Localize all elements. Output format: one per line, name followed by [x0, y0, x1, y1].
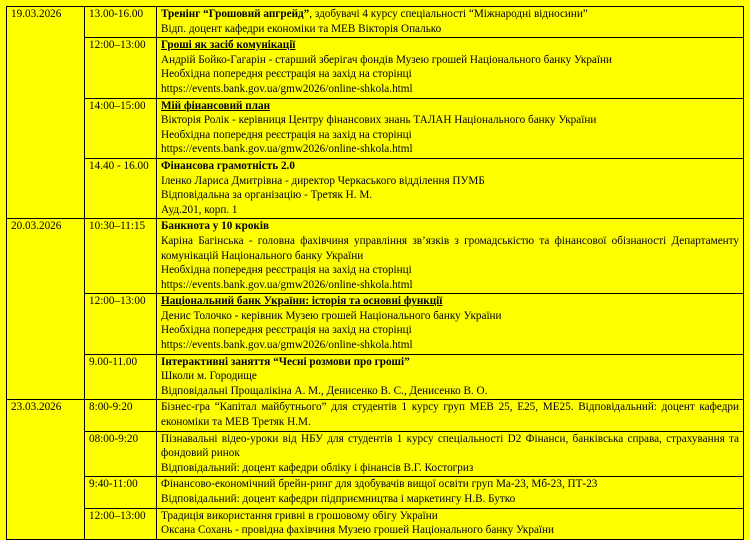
event-line — [161, 294, 739, 309]
event-text: Відп. доцент кафедри економіки та МЕВ Вікторія Опалько — [161, 22, 442, 35]
event-line — [161, 263, 739, 278]
time-cell: 9:40-11:00 — [85, 477, 157, 508]
event-line — [161, 38, 739, 53]
event-title: Гроші як засіб комунікації — [161, 39, 296, 52]
event-line — [161, 7, 739, 22]
time-cell: 8:00-9:20 — [85, 400, 157, 431]
schedule-row — [7, 508, 744, 539]
schedule-row — [7, 38, 744, 98]
event-title: Інтерактивні заняття “Чесні розмови про гроші” — [161, 355, 410, 368]
event-text: Пізнавальні відео-уроки від НБУ для студентів 1 курсу спеціальності D2 Фінанси, банківська справа, страхування та фондовий ринок — [161, 432, 739, 460]
schedule-table — [6, 6, 744, 540]
event-text: , здобувачі 4 курсу спеціальності “Міжнародні відносини” — [309, 8, 588, 20]
event-line — [161, 234, 739, 263]
event-description — [157, 38, 744, 98]
event-description — [157, 431, 744, 477]
event-line — [161, 142, 739, 157]
event-line — [161, 338, 739, 353]
time-cell: 12:00–13:00 — [85, 38, 157, 98]
event-text: Відповідальний: доцент кафедри обліку і фінансів В.Г. Костогриз — [161, 461, 474, 474]
event-line — [161, 355, 739, 370]
event-title: Мій фінансовий план — [161, 99, 271, 112]
time-cell: 14.40 - 16.00 — [85, 158, 157, 218]
event-text: Іленко Лариса Дмитрівна - директор Черкаського відділення ПУМБ — [161, 174, 485, 187]
schedule-body — [7, 7, 744, 540]
time-cell: 13.00-16.00 — [85, 7, 157, 38]
event-text: Ауд.201, корп. 1 — [161, 203, 238, 216]
event-text: Школи м. Городище — [161, 370, 257, 383]
event-line — [161, 128, 739, 143]
event-line — [161, 174, 739, 189]
event-text: Необхідна попередня реєстрація на захід на сторінці — [161, 128, 412, 141]
event-line — [161, 53, 739, 68]
event-text: Необхідна попередня реєстрація на захід на сторінці — [161, 68, 412, 81]
event-description — [157, 98, 744, 158]
time-cell: 9.00-11.00 — [85, 354, 157, 400]
event-text: https://events.bank.gov.ua/gmw2026/online-shkola.html — [161, 143, 413, 156]
date-cell: 23.03.2026 — [7, 400, 85, 539]
event-line — [161, 309, 739, 324]
event-line — [161, 369, 739, 384]
event-title: Тренінг “Грошовий апгрейд” — [161, 8, 310, 20]
event-line — [161, 461, 739, 476]
event-description — [157, 354, 744, 400]
event-text: Відповідальний: доцент кафедри підприємництва і маркетингу Н.В. Бутко — [161, 493, 516, 505]
schedule-row — [7, 294, 744, 354]
event-text: Вікторія Ролік - керівниця Центру фінансових знань ТАЛАН Національного банку України — [161, 114, 597, 127]
event-description — [157, 294, 744, 354]
time-cell: 12:00–13:00 — [85, 508, 157, 539]
event-description — [157, 7, 744, 38]
event-description — [157, 477, 744, 508]
event-line — [161, 99, 739, 114]
event-line — [161, 219, 739, 234]
event-description — [157, 400, 744, 431]
schedule-row — [7, 158, 744, 218]
time-cell: 14:00–15:00 — [85, 98, 157, 158]
event-line — [161, 509, 739, 524]
event-line — [161, 203, 739, 218]
event-line — [161, 82, 739, 97]
event-text: Андрій Бойко-Гагарін - старший зберігач фондів Музею грошей Національного банку України — [161, 53, 612, 66]
schedule-row — [7, 219, 744, 294]
event-line — [161, 523, 739, 538]
event-line — [161, 113, 739, 128]
event-text: Каріна Багінська - головна фахівчиня управління зв’язків з громадськістю та фінансової обізнаності Департаменту комунікацій Національного банку України — [161, 234, 739, 262]
schedule-row — [7, 431, 744, 477]
schedule-row — [7, 7, 744, 38]
time-cell: 12:00–13:00 — [85, 294, 157, 354]
event-description — [157, 158, 744, 218]
date-cell: 20.03.2026 — [7, 219, 85, 400]
event-line — [161, 278, 739, 293]
schedule-row — [7, 354, 744, 400]
schedule-row — [7, 477, 744, 508]
event-line — [161, 432, 739, 461]
event-line — [161, 477, 739, 492]
event-line — [161, 400, 739, 429]
event-description — [157, 219, 744, 294]
event-text: https://events.bank.gov.ua/gmw2026/online-shkola.html — [161, 278, 413, 291]
event-text: Денис Толочко - керівник Музею грошей Національного банку України — [161, 309, 502, 322]
event-text: Оксана Сохань - провідна фахівчиня Музею грошей Національного банку України — [161, 524, 554, 537]
time-cell: 08:00-9:20 — [85, 431, 157, 477]
event-text: Необхідна попередня реєстрація на захід на сторінці — [161, 324, 412, 337]
schedule-row — [7, 400, 744, 431]
event-title: Банкнота у 10 кроків — [161, 220, 270, 233]
event-line — [161, 159, 739, 174]
event-text: https://events.bank.gov.ua/gmw2026/online-shkola.html — [161, 339, 413, 352]
event-text: Фінансово-економічний брейн-ринг для здобувачів вищої освіти груп Ма-23, Мб-23, ПТ-23 — [161, 478, 598, 491]
schedule-row — [7, 98, 744, 158]
event-text: Традиція використання гривні в грошовому обігу України — [161, 509, 438, 522]
event-text: Необхідна попередня реєстрація на захід на сторінці — [161, 264, 412, 277]
event-line — [161, 188, 739, 203]
event-line — [161, 492, 739, 507]
event-text: Відповідальна за організацію - Третяк Н. М. — [161, 189, 373, 202]
event-text: https://events.bank.gov.ua/gmw2026/online-shkola.html — [161, 82, 413, 95]
date-cell: 19.03.2026 — [7, 7, 85, 219]
event-line — [161, 22, 739, 37]
event-line — [161, 323, 739, 338]
event-text: Бізнес-гра “Капітал майбутнього” для студентів 1 курсу груп МЕВ 25, Е25, МЕ25. Відповідальний: доцент кафедри економіки та МЕВ Третяк Н.М. — [161, 401, 739, 429]
event-line — [161, 67, 739, 82]
event-title: Національний банк України: історія та основні функції — [161, 295, 443, 308]
time-cell: 10:30–11:15 — [85, 219, 157, 294]
event-title: Фінансова грамотність 2.0 — [161, 159, 295, 172]
event-description — [157, 508, 744, 539]
event-line — [161, 384, 739, 399]
event-text: Відповідальні Прощалікіна А. М., Денисенко В. С., Денисенко В. О. — [161, 384, 488, 397]
